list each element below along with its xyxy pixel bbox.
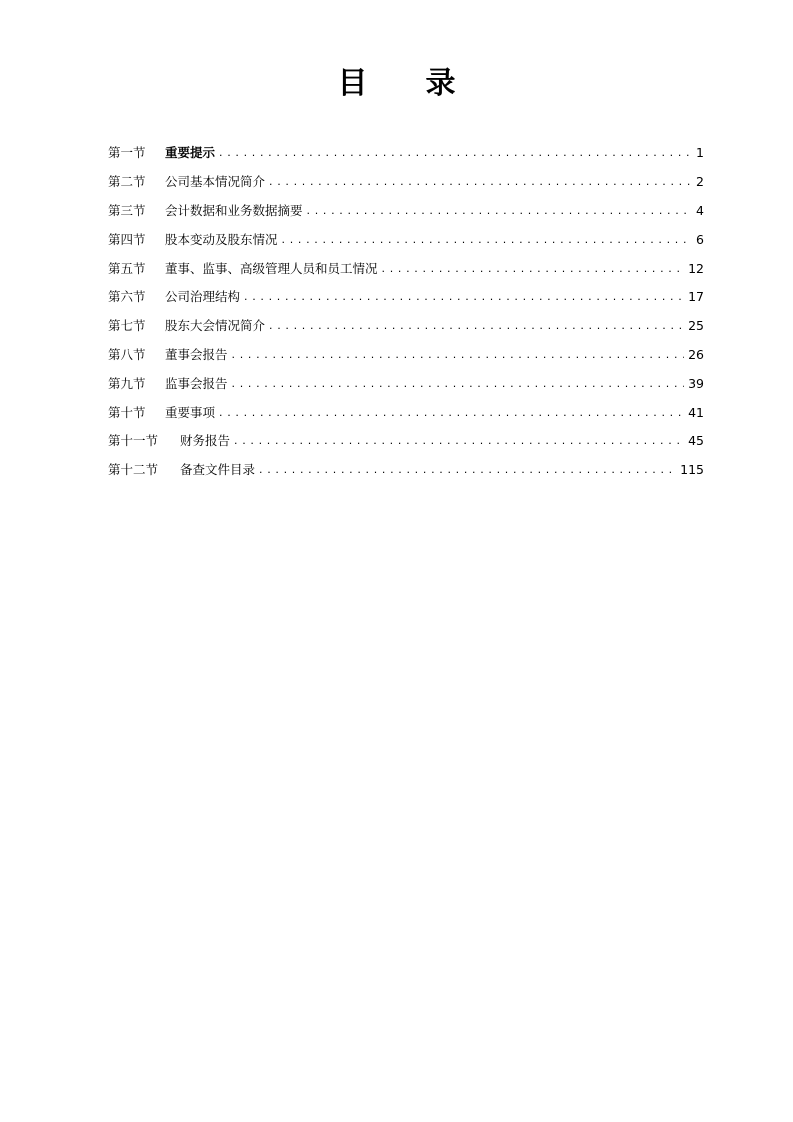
toc-dot-leader (259, 462, 676, 478)
toc-dot-leader (282, 232, 693, 248)
toc-entry-label: 公司治理结构 (165, 289, 241, 305)
toc-section-number: 第三节 (108, 202, 146, 218)
toc-page-number: 6 (696, 231, 704, 247)
toc-dot-leader (234, 433, 684, 449)
toc-row-12[interactable] (108, 456, 704, 485)
toc-section-number: 第八节 (108, 346, 146, 362)
toc-dot-leader (219, 145, 692, 161)
toc-entry-label: 监事会报告 (165, 375, 228, 391)
toc-row-4[interactable] (108, 225, 704, 254)
toc-row-11[interactable] (108, 427, 704, 456)
toc-row-7[interactable] (108, 312, 704, 341)
table-of-contents (108, 139, 704, 485)
toc-row-1[interactable] (108, 139, 704, 168)
page-title (0, 62, 793, 106)
toc-entry-label: 重要提示 (165, 145, 216, 161)
toc-page-number: 12 (688, 260, 704, 276)
toc-entry-label: 公司基本情况简介 (165, 174, 266, 190)
toc-entry-label: 股本变动及股东情况 (165, 231, 278, 247)
toc-entry-label: 重要事项 (165, 404, 216, 420)
toc-section-number: 第七节 (108, 318, 146, 334)
toc-row-3[interactable] (108, 197, 704, 226)
toc-entry-label: 会计数据和业务数据摘要 (165, 202, 303, 218)
toc-section-number: 第十一节 (108, 433, 159, 449)
toc-page-number: 41 (688, 404, 704, 420)
toc-page-number: 26 (688, 346, 704, 362)
title-right-char: 录 (425, 66, 456, 101)
toc-section-number: 第十二节 (108, 462, 159, 478)
toc-row-5[interactable] (108, 254, 704, 283)
toc-row-9[interactable] (108, 369, 704, 398)
toc-page-number: 17 (688, 289, 704, 305)
toc-entry-label: 股东大会情况简介 (165, 318, 266, 334)
toc-section-number: 第五节 (108, 260, 146, 276)
toc-row-8[interactable] (108, 341, 704, 370)
toc-section-number: 第四节 (108, 231, 146, 247)
toc-dot-leader (307, 203, 693, 219)
toc-dot-leader (232, 347, 685, 363)
toc-page-number: 2 (696, 174, 704, 190)
toc-dot-leader (269, 318, 684, 334)
toc-dot-leader (232, 376, 685, 392)
toc-page-number: 45 (688, 433, 704, 449)
toc-row-10[interactable] (108, 398, 704, 427)
toc-page-number: 39 (688, 375, 704, 391)
toc-section-number: 第一节 (108, 145, 146, 161)
toc-page-number: 4 (696, 202, 704, 218)
toc-page-number: 25 (688, 318, 704, 334)
toc-dot-leader (219, 405, 684, 421)
toc-page-number: 1 (696, 145, 704, 161)
title-left-char: 目 (337, 66, 368, 101)
toc-row-2[interactable] (108, 168, 704, 197)
toc-row-6[interactable] (108, 283, 704, 312)
toc-entry-label: 董事会报告 (165, 346, 228, 362)
toc-section-number: 第九节 (108, 375, 146, 391)
toc-dot-leader (382, 261, 685, 277)
toc-page-number: 115 (680, 462, 704, 478)
toc-dot-leader (269, 174, 692, 190)
toc-entry-label: 董事、监事、高级管理人员和员工情况 (165, 260, 378, 276)
toc-section-number: 第二节 (108, 174, 146, 190)
toc-entry-label: 财务报告 (180, 433, 231, 449)
toc-dot-leader (244, 289, 684, 305)
toc-section-number: 第十节 (108, 404, 146, 420)
toc-entry-label: 备查文件目录 (180, 462, 256, 478)
toc-section-number: 第六节 (108, 289, 146, 305)
